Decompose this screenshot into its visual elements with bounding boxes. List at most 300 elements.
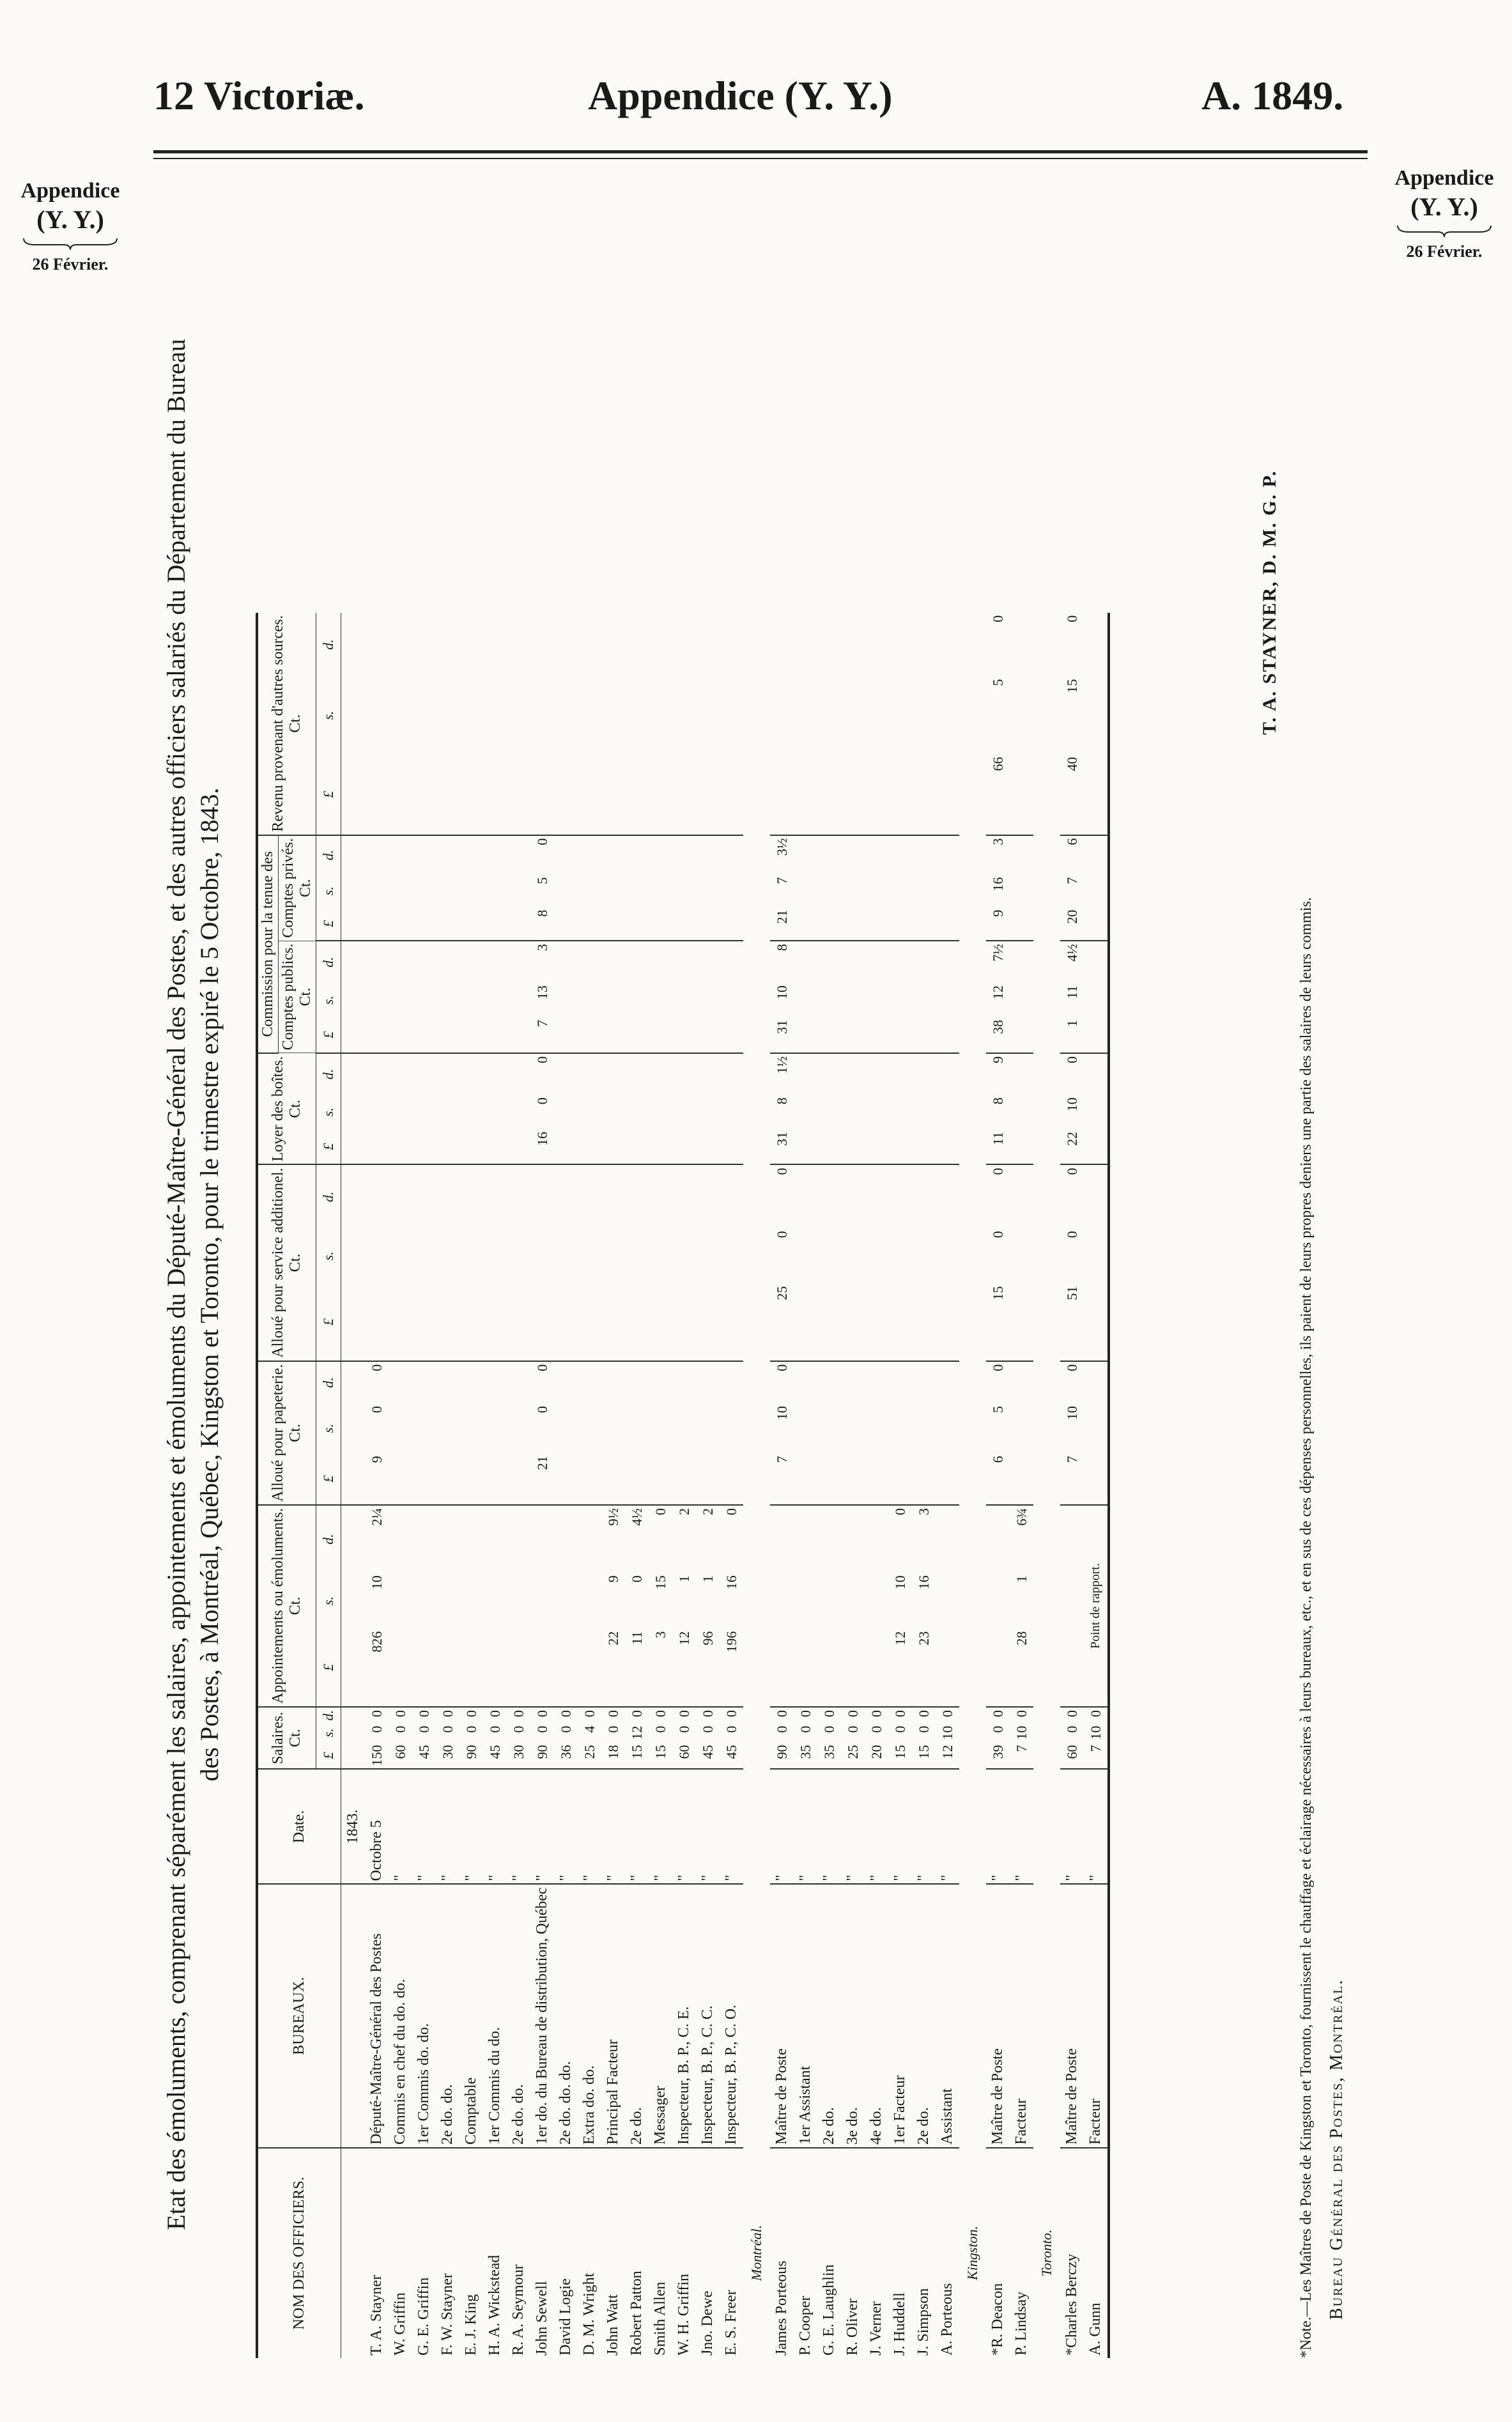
amount-cell	[459, 835, 483, 875]
amount-cell	[912, 755, 936, 835]
amount-cell	[507, 1283, 530, 1361]
amount-cell	[459, 1053, 483, 1095]
amount-cell	[389, 1453, 412, 1505]
col-header-date: Date.	[257, 1769, 341, 1884]
amount-cell: 3	[649, 1629, 672, 1707]
amount-cell	[1010, 1017, 1033, 1053]
year-spacer	[341, 907, 366, 941]
amount-cell	[530, 1505, 554, 1573]
amount-cell	[507, 1129, 530, 1165]
amount-cell	[459, 1403, 483, 1453]
amount-cell: 31	[770, 1017, 794, 1053]
amount-cell	[936, 1129, 959, 1165]
officer-name: David Logie	[557, 2278, 574, 2356]
amount-cell	[601, 1403, 625, 1453]
amount-cell: 31	[770, 1129, 794, 1165]
table-row	[389, 613, 412, 2358]
date-cell: "	[1084, 1769, 1109, 1884]
amount-cell: 1	[1013, 1575, 1030, 1583]
amount-cell	[888, 1164, 912, 1228]
amount-cell	[436, 1573, 459, 1628]
year-spacer	[341, 1164, 366, 1228]
amount-cell	[459, 613, 483, 677]
amount-cell	[554, 835, 578, 875]
bureau-cell: 2e do.	[912, 1884, 936, 2148]
amount-cell	[794, 1573, 817, 1628]
amount-cell	[483, 1403, 507, 1453]
unit-pound-header: £	[316, 1629, 341, 1707]
amount-cell	[389, 875, 412, 907]
currency-label: Ct.	[297, 879, 314, 898]
amount-cell	[936, 1017, 959, 1053]
amount-cell	[794, 1361, 817, 1403]
col-header-appointements	[257, 1505, 316, 1707]
amount-cell	[483, 1629, 507, 1707]
amount-cell: 1	[699, 1575, 716, 1583]
amount-cell: 51	[1060, 1283, 1084, 1361]
amount-cell	[530, 1228, 554, 1283]
amount-cell	[578, 1629, 601, 1707]
amount-cell	[601, 1283, 625, 1361]
amount-cell	[412, 676, 436, 754]
table-row	[770, 613, 794, 2358]
amount-cell: 0	[844, 1725, 861, 1733]
amount-cell: 0	[415, 1709, 432, 1717]
amount-cell	[459, 1283, 483, 1361]
currency-label: Ct.	[287, 714, 304, 733]
date-cell: "	[672, 1769, 696, 1884]
amount-cell	[865, 983, 888, 1017]
amount-cell	[672, 1283, 696, 1361]
amount-cell: 0	[797, 1709, 814, 1717]
amount-cell	[794, 1283, 817, 1361]
amount-cell: 8	[773, 1097, 790, 1105]
amount-cell	[601, 676, 625, 754]
table-row	[912, 613, 936, 2358]
amount-cell: 2	[675, 1508, 692, 1515]
officer-name: John Watt	[605, 2294, 621, 2356]
amount-cell	[1060, 1505, 1084, 1573]
officer-name: Smith Allen	[652, 2281, 668, 2356]
amount-cell: 23	[912, 1629, 936, 1707]
service-label: Alloué pour service additionel.	[270, 1168, 286, 1358]
amount-cell: 0	[534, 1056, 550, 1063]
currency-label: Ct.	[297, 987, 314, 1007]
amount-cell	[696, 1403, 720, 1453]
amount-cell: 4½	[628, 1508, 645, 1526]
amount-cell	[794, 1164, 817, 1228]
date-cell: "	[530, 1769, 554, 1884]
year-spacer	[341, 1629, 366, 1707]
amount-cell	[436, 1164, 459, 1228]
papeterie-label: Alloué pour papeterie.	[270, 1364, 286, 1502]
amount-cell	[649, 1164, 672, 1228]
amount-cell	[841, 755, 865, 835]
amount-cell	[625, 1164, 649, 1228]
unit-pence-header: d.	[316, 1164, 341, 1228]
amount-cell	[672, 983, 696, 1017]
amount-cell	[912, 1053, 936, 1095]
amount-cell	[625, 1017, 649, 1053]
table-row	[1084, 613, 1109, 2358]
amount-cell	[412, 1129, 436, 1165]
table-row	[601, 613, 625, 2358]
amount-cell	[841, 613, 865, 677]
amount-cell: 0	[797, 1725, 814, 1733]
currency-label: Ct.	[287, 1729, 304, 1748]
amount-cell: 90	[770, 1742, 794, 1769]
amount-cell	[770, 1573, 794, 1628]
amount-cell	[578, 1095, 601, 1129]
amount-cell	[554, 1629, 578, 1707]
amount-cell: 0	[534, 1364, 550, 1371]
officer-name: *R. Deacon	[989, 2283, 1006, 2356]
amount-cell	[601, 1361, 625, 1403]
amount-cell	[720, 755, 743, 835]
amount-cell	[770, 1629, 794, 1707]
amount-cell	[459, 1129, 483, 1165]
amount-cell	[436, 755, 459, 835]
amount-cell	[841, 1403, 865, 1453]
bureau-cell: 2e do.	[817, 1884, 841, 2148]
amount-cell	[817, 1453, 841, 1505]
officer-name: E. S. Freer	[723, 2290, 739, 2356]
section-row	[743, 613, 770, 2358]
amount-cell: 60	[1060, 1742, 1084, 1769]
amount-cell: 0	[773, 1709, 790, 1717]
amount-cell	[483, 1361, 507, 1403]
amount-cell	[1084, 1095, 1109, 1129]
amount-cell	[1060, 1629, 1084, 1707]
unit-pence-header: d.	[316, 1361, 341, 1403]
amount-cell	[554, 676, 578, 754]
amount-cell	[912, 941, 936, 983]
amount-cell	[389, 1283, 412, 1361]
amount-cell: 30	[436, 1742, 459, 1769]
amount-cell	[865, 1361, 888, 1403]
amount-cell	[794, 1228, 817, 1283]
amount-cell	[625, 835, 649, 875]
amount-cell	[1010, 1228, 1033, 1283]
amount-cell: 0	[723, 1709, 739, 1717]
amount-cell	[841, 1164, 865, 1228]
amount-cell	[1010, 1361, 1033, 1403]
amount-cell	[483, 941, 507, 983]
amount-cell	[530, 613, 554, 677]
amount-cell	[720, 1283, 743, 1361]
unit-pound-header: £	[316, 1453, 341, 1505]
amount-cell	[865, 1017, 888, 1053]
date-cell: "	[459, 1769, 483, 1884]
amount-cell	[888, 1053, 912, 1095]
amount-cell: 5	[989, 679, 1006, 686]
margin-note-right	[1380, 166, 1508, 261]
amount-cell	[841, 941, 865, 983]
amount-cell	[888, 613, 912, 677]
amount-cell	[936, 875, 959, 907]
amount-cell	[459, 1095, 483, 1129]
amount-cell	[601, 983, 625, 1017]
amount-cell	[841, 835, 865, 875]
amount-cell	[507, 941, 530, 983]
amount-cell: 1	[1060, 1017, 1084, 1053]
officer-name: P. Lindsay	[1013, 2291, 1030, 2356]
bureau-cell: Inspecteur, B. P., C. O.	[720, 1884, 743, 2148]
col-header-revenu	[257, 613, 316, 835]
amount-cell: 0	[368, 1406, 385, 1414]
amount-cell	[530, 1629, 554, 1707]
amount-cell	[578, 1053, 601, 1095]
amount-cell	[817, 1403, 841, 1453]
officer-name: A. Gunn	[1087, 2302, 1104, 2356]
amount-cell	[365, 1283, 389, 1361]
amount-cell	[865, 1505, 888, 1573]
table-row	[507, 613, 530, 2358]
amount-cell: 21	[530, 1453, 554, 1505]
amount-cell	[1084, 613, 1109, 677]
amount-cell	[936, 1095, 959, 1129]
table-row	[365, 613, 389, 2358]
amount-cell: 10	[1087, 1725, 1104, 1740]
officer-name: A. Porteous	[939, 2283, 955, 2356]
officer-name: J. Simpson	[915, 2288, 932, 2356]
amount-cell: 18	[601, 1742, 625, 1769]
unit-shilling-header: s.	[316, 875, 341, 907]
amount-cell	[412, 1573, 436, 1628]
bureau-cell: 2e do. do.	[507, 1884, 530, 2148]
section-label: Kingston.	[964, 2226, 980, 2280]
amount-cell	[389, 755, 412, 835]
table-row	[459, 613, 483, 2358]
amount-cell	[817, 1573, 841, 1628]
officer-name: T. A. Stayner	[368, 2274, 385, 2356]
amount-cell	[554, 1283, 578, 1361]
amount-cell: 90	[530, 1742, 554, 1769]
amount-cell: 12	[672, 1629, 696, 1707]
section-spacer	[743, 613, 770, 2148]
amount-cell	[696, 907, 720, 941]
amount-cell: 0	[1063, 1168, 1080, 1175]
year-spacer	[341, 835, 366, 875]
date-cell: "	[888, 1769, 912, 1884]
unit-pence-header: d.	[316, 835, 341, 875]
amount-cell	[483, 676, 507, 754]
amount-cell: 30	[507, 1742, 530, 1769]
amount-cell: 0	[868, 1709, 884, 1717]
officer-name: James Porteous	[773, 2260, 790, 2356]
amount-cell	[794, 613, 817, 677]
amount-cell: 20	[1060, 907, 1084, 941]
officer-name: R. Oliver	[844, 2298, 861, 2356]
amount-cell	[1010, 1453, 1033, 1505]
amount-cell	[720, 1403, 743, 1453]
date-cell: "	[649, 1769, 672, 1884]
amount-cell	[483, 907, 507, 941]
amount-cell	[672, 1129, 696, 1165]
bureau-cell: Député-Maître-Général des Postes	[365, 1884, 389, 2148]
amount-cell	[436, 1129, 459, 1165]
brace-icon	[22, 237, 118, 251]
date-cell: "	[483, 1769, 507, 1884]
amount-cell: 0	[486, 1709, 503, 1717]
amount-cell	[888, 941, 912, 983]
amount-cell	[912, 875, 936, 907]
amount-cell	[841, 1053, 865, 1095]
amount-cell: 6	[986, 1453, 1010, 1505]
amount-cell	[459, 983, 483, 1017]
amount-cell: 0	[1063, 1056, 1080, 1063]
date-cell: "	[986, 1769, 1010, 1884]
amount-cell	[601, 1095, 625, 1129]
amount-cell	[672, 1095, 696, 1129]
officer-name: P. Cooper	[797, 2295, 814, 2356]
amount-cell	[412, 1053, 436, 1095]
amount-cell	[436, 907, 459, 941]
table-row	[817, 613, 841, 2358]
amount-cell: 0	[628, 1709, 645, 1717]
amount-cell	[936, 1361, 959, 1403]
amount-cell	[365, 1164, 389, 1228]
amount-cell: 12	[936, 1742, 959, 1769]
amount-cell	[817, 1228, 841, 1283]
amount-cell	[936, 676, 959, 754]
amount-cell	[696, 875, 720, 907]
amount-cell	[720, 1095, 743, 1129]
amount-cell	[507, 1505, 530, 1573]
table-row	[986, 613, 1010, 2358]
amount-cell	[389, 983, 412, 1017]
amount-cell: 150	[365, 1742, 389, 1769]
amount-cell: 7	[1084, 1742, 1109, 1769]
amount-cell: 11	[1063, 985, 1080, 999]
amount-cell: 16	[915, 1575, 932, 1590]
amount-cell	[554, 875, 578, 907]
amount-cell	[817, 1283, 841, 1361]
amount-cell	[817, 835, 841, 875]
amount-cell	[412, 1017, 436, 1053]
amount-cell	[720, 875, 743, 907]
amount-cell	[412, 983, 436, 1017]
amount-cell: 66	[986, 755, 1010, 835]
amount-cell: 15	[986, 1283, 1010, 1361]
amount-cell	[817, 1361, 841, 1403]
bureau-cell: Principal Facteur	[601, 1884, 625, 2148]
unit-pound-header: £	[316, 1017, 341, 1053]
amount-cell	[720, 907, 743, 941]
unit-pence-header: d.	[316, 1505, 341, 1573]
unit-pound-header: £	[316, 755, 341, 835]
amount-cell	[936, 1505, 959, 1573]
amount-cell	[794, 907, 817, 941]
amount-cell	[696, 676, 720, 754]
amount-cell	[578, 1283, 601, 1361]
amount-cell	[720, 1361, 743, 1403]
officer-name: G. E. Griffin	[415, 2277, 432, 2356]
bureau-cell: 3e do.	[841, 1884, 865, 2148]
amount-cell	[912, 1129, 936, 1165]
brace-icon	[1396, 224, 1492, 238]
amount-cell	[794, 941, 817, 983]
amount-cell: 3	[915, 1508, 932, 1515]
amount-cell	[865, 1573, 888, 1628]
table-row	[412, 613, 436, 2358]
amount-cell	[1010, 755, 1033, 835]
table-row	[625, 613, 649, 2358]
officer-name: W. H. Griffin	[675, 2274, 692, 2356]
amount-cell	[794, 1017, 817, 1053]
amount-cell	[912, 835, 936, 875]
amount-cell	[720, 1053, 743, 1095]
bureau-cell: Messager	[649, 1884, 672, 2148]
margin-appendix-label: Appendice	[1394, 166, 1494, 190]
amount-cell	[1010, 1095, 1033, 1129]
amount-cell	[507, 907, 530, 941]
amount-cell: 15	[1063, 679, 1080, 693]
amount-cell: 0	[699, 1709, 716, 1717]
amount-cell	[389, 676, 412, 754]
footnote: *Note.—Les Maîtres de Poste de Kingston et Toronto, fournissent le chauffage et éclairage nécessaires à leurs bureaux, etc., et en sus de ces dépenses personnelles, ils paient de leurs propres deniers une partie des salaires de leurs commis.	[1298, 897, 1315, 2358]
amount-cell	[578, 676, 601, 754]
amount-cell	[412, 907, 436, 941]
amount-cell: 826	[365, 1629, 389, 1707]
amount-cell	[483, 755, 507, 835]
amount-cell: 0	[534, 1406, 550, 1414]
amount-cell	[817, 875, 841, 907]
amount-cell: 60	[672, 1742, 696, 1769]
amount-cell: 15	[625, 1742, 649, 1769]
amount-cell	[507, 1573, 530, 1628]
header-rule-thick	[153, 150, 1368, 153]
amount-cell	[625, 907, 649, 941]
date-cell: "	[841, 1769, 865, 1884]
amount-cell	[507, 1095, 530, 1129]
amount-cell: 0	[989, 615, 1006, 622]
amount-cell: 1	[675, 1575, 692, 1583]
col-header-loyer	[257, 1053, 316, 1165]
amount-cell	[483, 1573, 507, 1628]
amount-cell: 7	[530, 1017, 554, 1053]
unit-shilling-header: s.	[316, 1403, 341, 1453]
amount-cell: 1½	[773, 1056, 790, 1074]
amount-cell	[365, 1053, 389, 1095]
amount-cell	[459, 1361, 483, 1403]
amount-cell	[1060, 1573, 1084, 1628]
amount-cell	[865, 613, 888, 677]
amount-cell: 15	[888, 1742, 912, 1769]
bureau-cell: 2e do. do.	[436, 1884, 459, 2148]
currency-label: Ct.	[287, 1099, 304, 1118]
amount-cell: 22	[1060, 1129, 1084, 1165]
amount-cell	[841, 1573, 865, 1628]
amount-cell: 0	[534, 1097, 550, 1105]
amount-cell	[578, 755, 601, 835]
amount-cell	[672, 1403, 696, 1453]
amount-cell	[554, 1573, 578, 1628]
amount-cell: 0	[557, 1725, 574, 1733]
amount-cell	[436, 1453, 459, 1505]
date-cell: "	[554, 1769, 578, 1884]
amount-cell	[649, 875, 672, 907]
signature: T. A. STAYNER, D. M. G. P.	[1259, 470, 1280, 735]
amount-cell: 9	[365, 1453, 389, 1505]
amount-cell	[412, 835, 436, 875]
amount-cell	[459, 907, 483, 941]
amount-cell	[436, 1361, 459, 1403]
amount-cell	[794, 1403, 817, 1453]
amount-cell: 7	[773, 877, 790, 884]
amount-cell: 10	[1063, 1097, 1080, 1112]
amount-cell: 0	[675, 1709, 692, 1717]
